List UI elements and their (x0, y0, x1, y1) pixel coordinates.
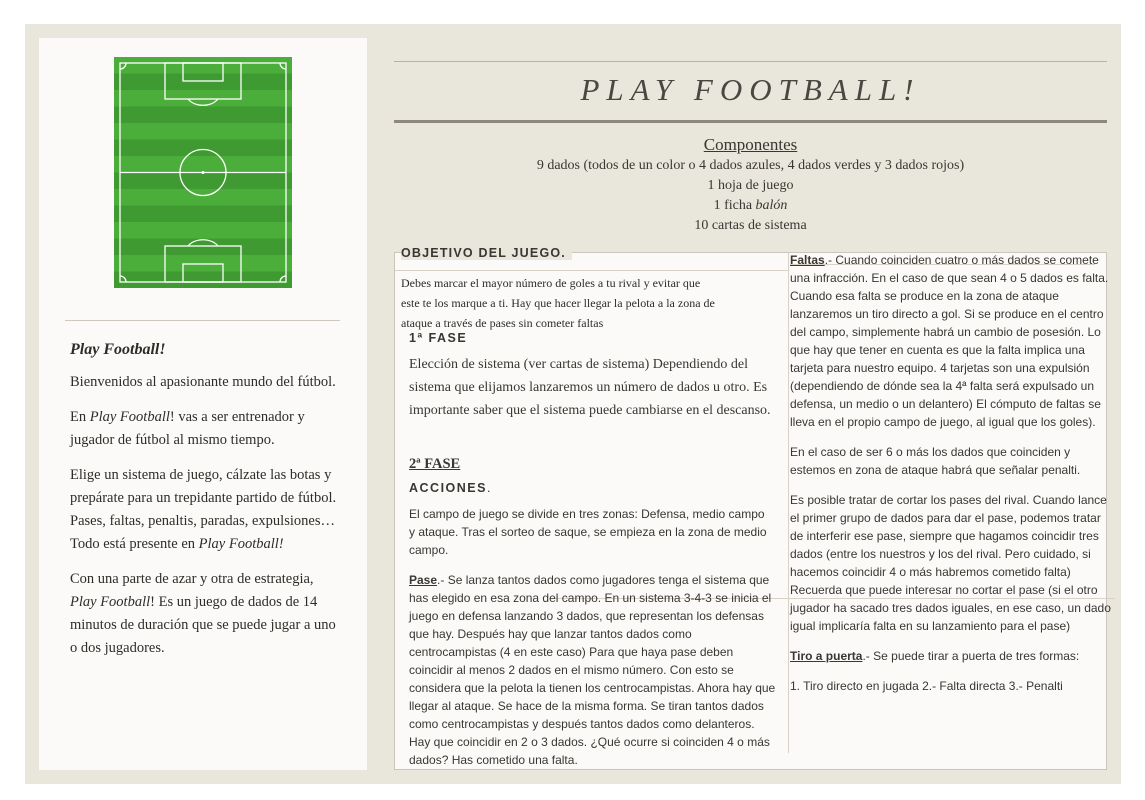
title-rule-top (394, 61, 1107, 62)
column-divider (788, 253, 789, 753)
components-section (394, 134, 1107, 236)
intro-title: Play Football! (70, 341, 166, 358)
tiro-paragraph: Tiro a puerta.- Se puede tirar a puerta de tres formas: (790, 649, 1080, 663)
cortar-pase-paragraph: Es posible tratar de cortar los pases del rival. Cuando lance el primer grupo de dados para dar el pase, podemos tratar de interferir ese pase, siempre que hagamos coincidir tres dados (entre los nuestros y los del rival. Pero cuidado, si hacemos coincidir 4 o más habremos cometido falta) Recuerda que puede interesar no cortar el pase (si el otro jugador ha sacado tres dados iguales, en ese caso, un dado igual implicaría falta en su lanzamiento para el pase) (790, 493, 1111, 633)
grass-stripe (114, 123, 292, 140)
tiro-label: Tiro a puerta (790, 649, 863, 663)
acciones-heading: ACCIONES. (409, 481, 492, 495)
right-column (790, 251, 1112, 707)
rules-box (394, 246, 1111, 770)
grass-stripe (114, 156, 292, 173)
left-divider (65, 320, 340, 321)
grass-stripe (114, 173, 292, 190)
intro-text (70, 338, 340, 672)
grass-stripe (114, 272, 292, 289)
faltas-paragraph: Faltas.- Cuando coinciden cuatro o más dados se comete una infracción. En el caso de que sean 4 o 5 dados es falta. Cuando esa falta se produce en la zona de ataque lanzaremos un tiro directo a gol. Si se produce en el centro del campo, simplemente habrá un cambio de posesión. Lo que hay que tener en cuenta es que la falta implica una tarjeta para nuestro equipo. 4 tarjetas son una expulsión (dependiendo de dónde sea la 4ª falta será expulsado un defensa, un medio o un delantero) El cómputo de faltas se lleva en el propio campo de juego, al igual que los goles). (790, 253, 1109, 429)
grass-stripe (114, 140, 292, 157)
left-panel (39, 38, 367, 770)
components-heading: Componentes (703, 135, 798, 154)
formas-paragraph: 1. Tiro directo en jugada 2.- Falta directa 3.- Penalti (790, 679, 1063, 693)
football-pitch-image (114, 57, 292, 288)
penalti-paragraph: En el caso de ser 6 o más los dados que coinciden y estemos en zona de ataque habrá que señalar penalti. (790, 445, 1081, 477)
title-rule-bottom (394, 120, 1107, 123)
fase2-heading: 2ª FASE (409, 456, 461, 472)
fase1-heading: 1ª FASE (409, 331, 468, 345)
objetivo-text: Debes marcar el mayor número de goles a tu rival y evitar que este te los marque a ti. Hay que hacer llegar la pelota a la zona de ataque a través de pases sin cometer faltas (401, 276, 715, 330)
components-line: 10 cartas de sistema (694, 218, 807, 233)
fase1-text: Elección de sistema (ver cartas de sistema) Dependiendo del sistema que elijamos lanzaremos un número de dados u otro. Es importante saber que el sistema puede cambiarse en el descanso. (409, 357, 771, 418)
objetivo-rule (395, 270, 788, 271)
components-line: 1 hoja de juego (707, 178, 794, 193)
components-line: 9 dados (todos de un color o 4 dados azules, 4 dados verdes y 3 dados rojos) (536, 158, 965, 173)
page-background (25, 24, 1121, 784)
grass-stripe (114, 239, 292, 256)
grass-stripe (114, 222, 292, 239)
pase-label: Pase (409, 573, 438, 587)
intro-paragraph-3: Elige un sistema de juego, cálzate las botas y prepárate para un trepidante partido de fútbol. Pases, faltas, penaltis, paradas, expulsiones…Todo está presente en Play Football! (70, 467, 337, 552)
pase-text: Pase.- Se lanza tantos dados como jugadores tenga el sistema que has elegido en esa zona del campo. En un sistema 3-4-3 se inicia el juego en defensa lanzando 3 dados, que representan los defensas que hay. Después hay que lanzar tantos dados como centrocampistas (4 en este caso) Para que haya pase deben coincidir al menos 2 dados en el mismo número. Con esto se considera que la pelota la tienen los centrocampistas. Ahora hay que llegar al ataque. Se hace de la misma forma. Se tiran tantos dados como centrocampistas y después tantos dados como delanteros. Hay que coincidir en 2 o 3 dados. ¿Qué ocurre si coinciden 4 o más dados? Has cometido una falta. (409, 573, 776, 767)
grass-stripe (114, 189, 292, 206)
grass-stripe (114, 107, 292, 124)
campo-text: El campo de juego se divide en tres zonas: Defensa, medio campo y ataque. Tras el sorteo de saque, se empieza en la zona de medio campo. (409, 507, 767, 557)
grass-stripe (114, 206, 292, 223)
grass-stripe (114, 57, 292, 74)
components-line: 1 ficha balón (713, 198, 788, 213)
intro-paragraph-1: Bienvenidos al apasionante mundo del fútbol. (70, 374, 336, 390)
page-title: PLAY FOOTBALL! (580, 72, 921, 107)
grass-stripe (114, 74, 292, 91)
intro-paragraph-2: En Play Football! vas a ser entrenador y jugador de fútbol al mismo tiempo. (70, 409, 305, 448)
intro-paragraph-4: Con una parte de azar y otra de estrategia, Play Football! Es un juego de dados de 14 minutos de duración que se puede jugar a uno o dos jugadores. (70, 571, 336, 656)
faltas-label: Faltas (790, 253, 825, 267)
objetivo-heading: OBJETIVO DEL JUEGO. (401, 246, 572, 260)
